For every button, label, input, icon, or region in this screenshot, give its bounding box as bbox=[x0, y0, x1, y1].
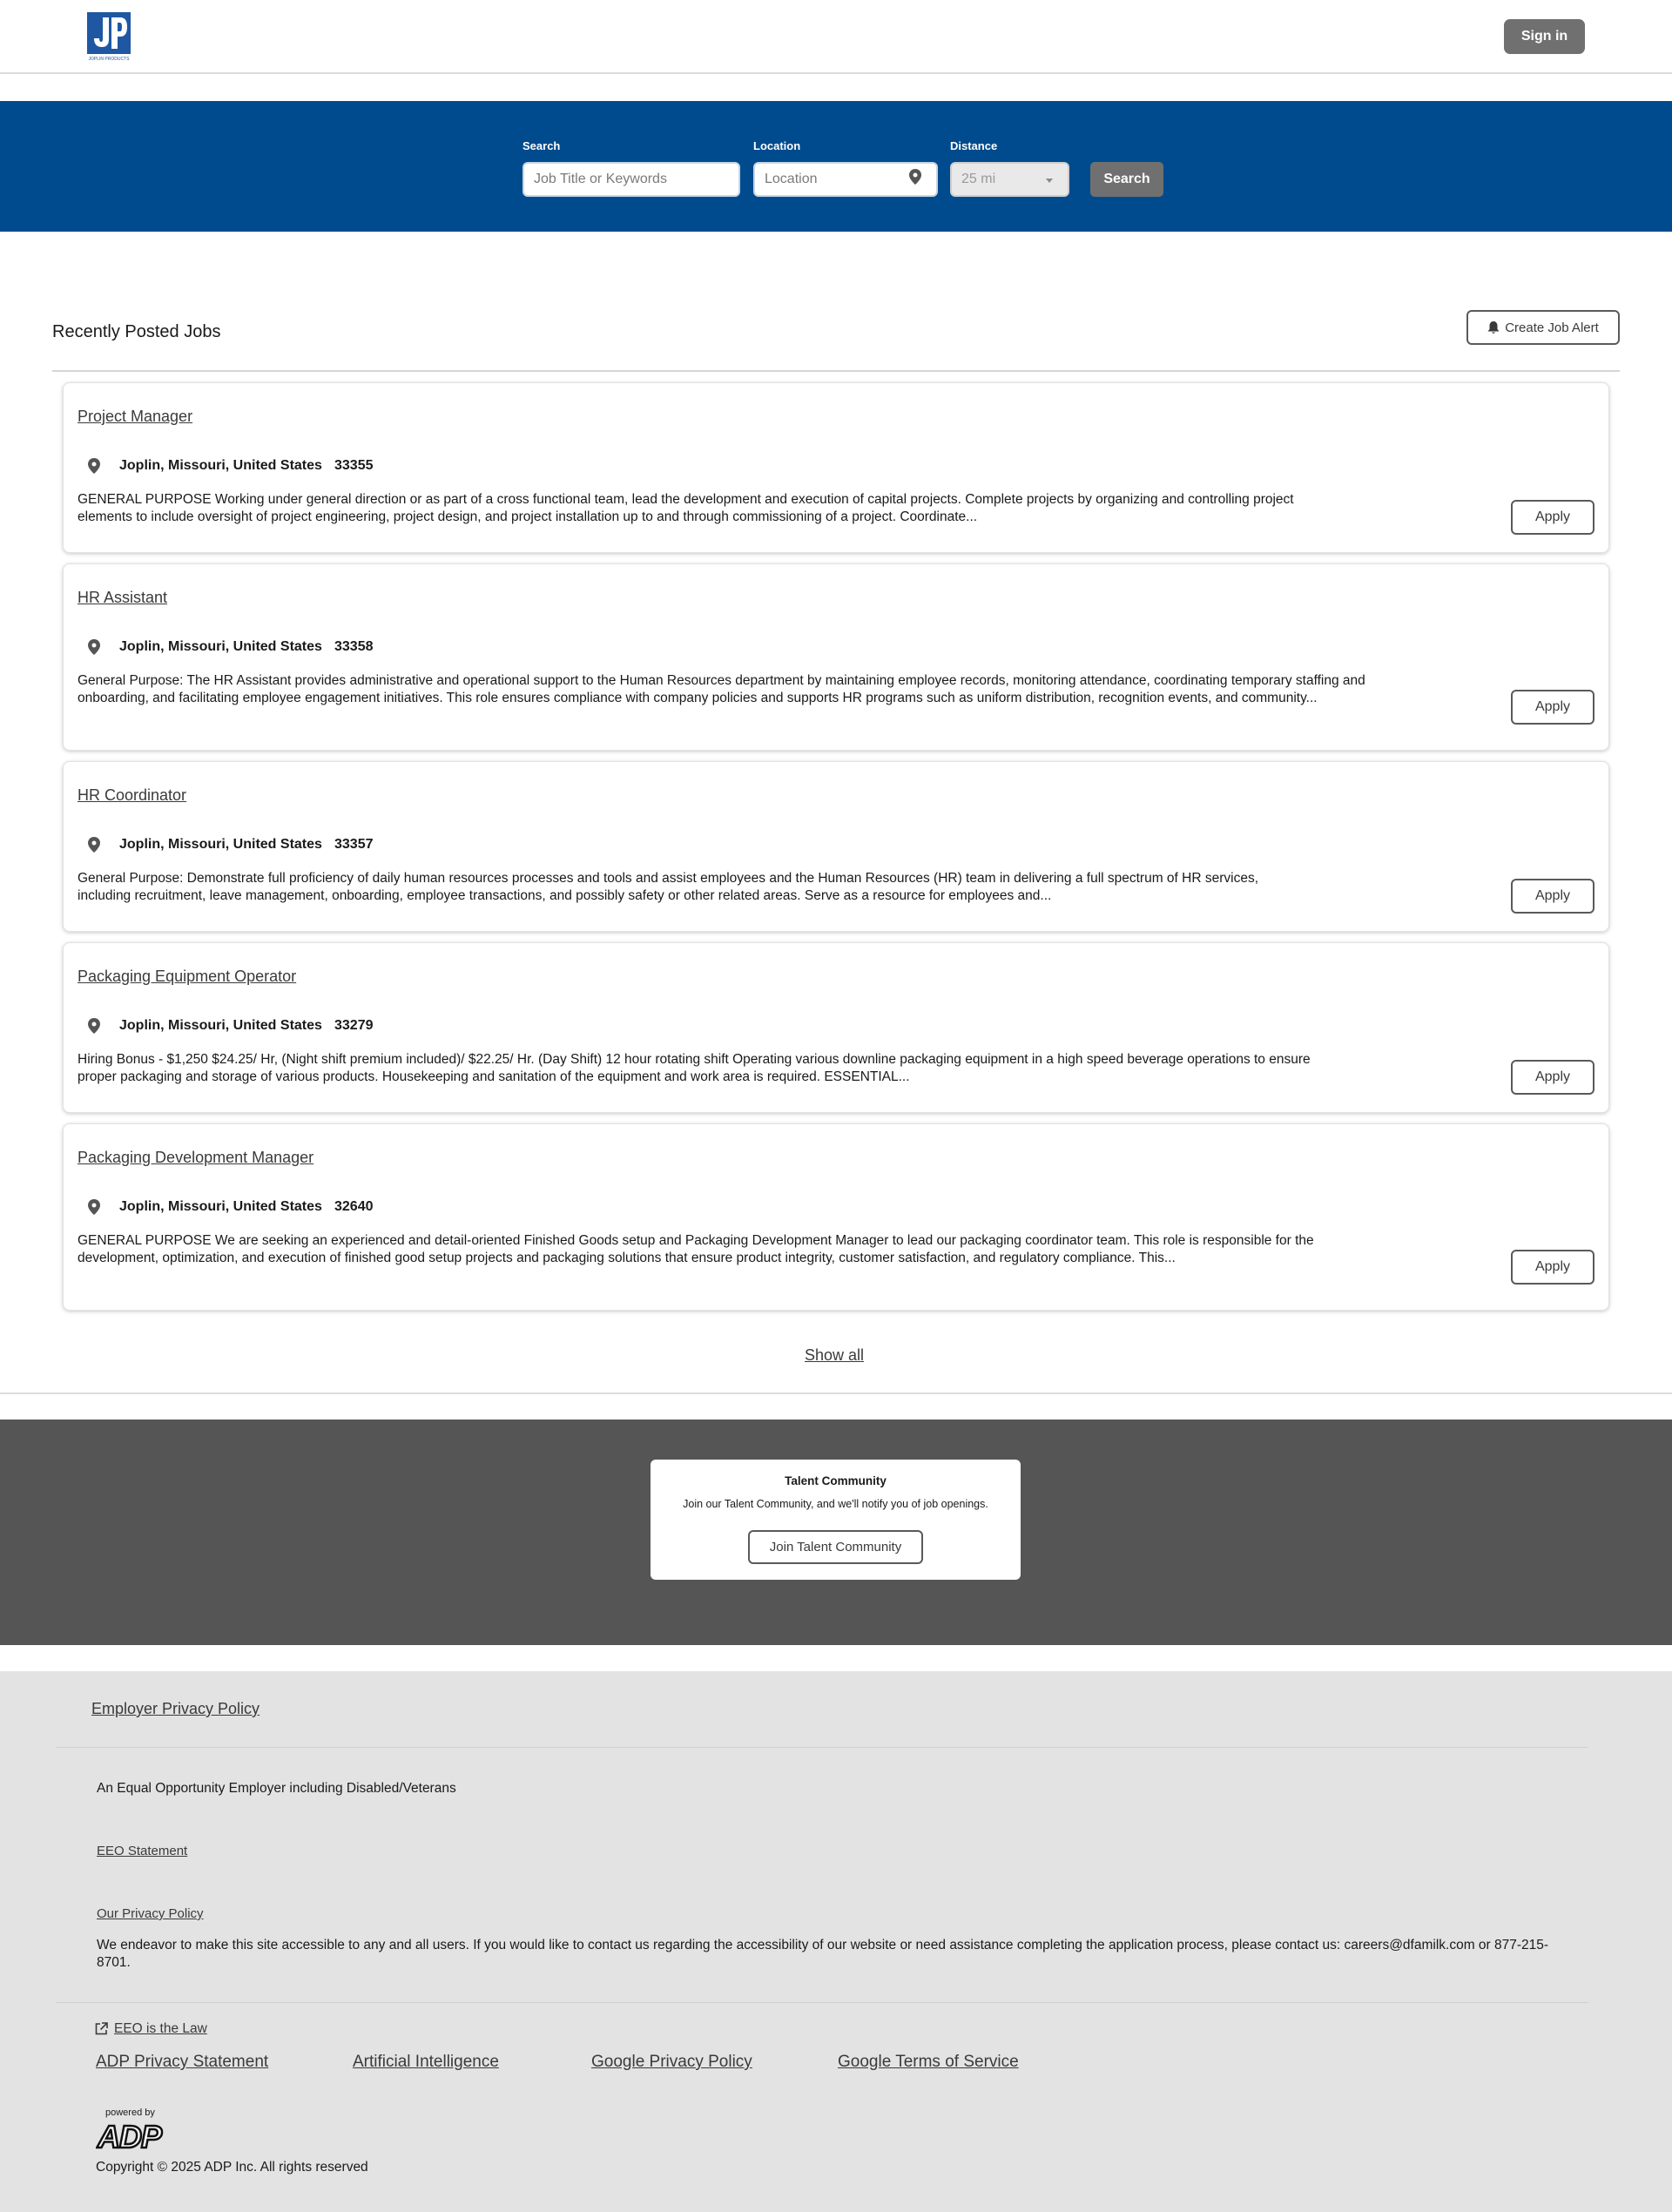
joplin-products-logo-icon bbox=[85, 12, 134, 61]
location-pin-icon bbox=[88, 837, 100, 853]
location-label: Location bbox=[753, 139, 801, 152]
sign-in-button[interactable]: Sign in bbox=[1504, 19, 1585, 54]
job-location: Joplin, Missouri, United States bbox=[119, 458, 322, 473]
job-card bbox=[63, 942, 1609, 1113]
search-label: Search bbox=[522, 139, 561, 152]
chevron-down-icon bbox=[1046, 179, 1053, 183]
eeo-statement-link[interactable]: EEO Statement bbox=[97, 1844, 188, 1858]
apply-button[interactable]: Apply bbox=[1511, 500, 1594, 535]
artificial-intelligence-link[interactable]: Artificial Intelligence bbox=[353, 2053, 499, 2071]
distance-select[interactable]: 25 mi bbox=[950, 162, 1069, 197]
job-title-link[interactable]: Packaging Development Manager bbox=[78, 1149, 314, 1166]
eeo-text: An Equal Opportunity Employer including Disabled/Veterans bbox=[97, 1781, 456, 1796]
search-input[interactable]: Job Title or Keywords bbox=[522, 162, 740, 197]
apply-button[interactable]: Apply bbox=[1511, 1250, 1594, 1285]
location-pin-icon bbox=[88, 639, 100, 655]
privacy-policy-link[interactable]: Our Privacy Policy bbox=[97, 1906, 204, 1921]
job-card bbox=[63, 382, 1609, 553]
job-card bbox=[63, 761, 1609, 932]
google-privacy-link[interactable]: Google Privacy Policy bbox=[591, 2053, 752, 2071]
powered-by-text: powered by bbox=[105, 2107, 155, 2118]
top-header bbox=[0, 0, 1672, 74]
talent-community-text: Join our Talent Community, and we'll notify you of job openings. bbox=[683, 1498, 988, 1510]
search-button[interactable]: Search bbox=[1090, 162, 1163, 197]
job-description: GENERAL PURPOSE We are seeking an experienced and detail-oriented Finished Goods setup and Packaging Development Manager to lead our packaging coordinator team. This role is responsible for the development, optimization, and execution of finished good setup projects and packaging solutions that ensure product integrity, customer satisfaction, and regulatory compliance. This... bbox=[78, 1233, 1314, 1265]
job-title-link[interactable]: Project Manager bbox=[78, 408, 193, 425]
adp-logo-icon bbox=[96, 2118, 165, 2153]
job-title-link[interactable]: Packaging Equipment Operator bbox=[78, 968, 297, 985]
divider bbox=[56, 1747, 1588, 1748]
eeo-is-the-law-link[interactable]: EEO is the Law bbox=[114, 2021, 207, 2036]
location-pin-icon bbox=[88, 1018, 100, 1034]
create-job-alert-button[interactable] bbox=[1466, 310, 1620, 345]
apply-button[interactable]: Apply bbox=[1511, 690, 1594, 725]
distance-label: Distance bbox=[950, 139, 998, 152]
show-all-link[interactable]: Show all bbox=[805, 1346, 865, 1364]
job-card bbox=[63, 563, 1609, 751]
job-id: 33358 bbox=[334, 639, 374, 654]
divider bbox=[52, 370, 1620, 372]
job-title-link[interactable]: HR Coordinator bbox=[78, 786, 187, 804]
google-tos-link[interactable]: Google Terms of Service bbox=[838, 2053, 1019, 2071]
location-pin-icon[interactable] bbox=[909, 169, 921, 185]
section-title: Recently Posted Jobs bbox=[52, 322, 221, 341]
job-location: Joplin, Missouri, United States bbox=[119, 837, 322, 852]
job-description: Hiring Bonus - $1,250 $24.25/ Hr, (Night shift premium included)/ $22.25/ Hr. (Day Shift) 12 hour rotating shift Operating various downline packaging equipment in a high speed beverage operations to ensure proper packaging and storage of various products. Housekeeping and sanitation of the equipment and work area is required. ESSENTIAL... bbox=[78, 1052, 1311, 1084]
job-description: General Purpose: Demonstrate full proficiency of daily human resources processes and tools and assist employees and the Human Resources (HR) team in delivering a full spectrum of HR services, including recruitment, leave management, onboarding, employee transactions, and possibly safety or other related areas. Serve as a resource for employees and... bbox=[78, 871, 1259, 903]
job-description: GENERAL PURPOSE Working under general direction or as part of a cross functional team, lead the development and execution of capital projects. Complete projects by organizing and controlling project elements to include oversight of project engineering, project design, and project installation up to and through commissioning of a project. Coordinate... bbox=[78, 492, 1294, 524]
job-id: 33357 bbox=[334, 837, 374, 852]
external-link-icon bbox=[95, 2022, 108, 2035]
talent-community-card bbox=[651, 1460, 1021, 1580]
logo-text: JOPLIN PRODUCTS bbox=[88, 57, 130, 61]
job-id: 33355 bbox=[334, 458, 374, 473]
job-location: Joplin, Missouri, United States bbox=[119, 1018, 322, 1033]
bell-icon bbox=[1487, 321, 1500, 334]
job-id: 33279 bbox=[334, 1018, 374, 1033]
apply-button[interactable]: Apply bbox=[1511, 1060, 1594, 1095]
location-pin-icon bbox=[88, 458, 100, 474]
copyright-text: Copyright © 2025 ADP Inc. All rights reserved bbox=[96, 2160, 368, 2175]
job-id: 32640 bbox=[334, 1199, 374, 1214]
join-talent-community-button[interactable]: Join Talent Community bbox=[748, 1530, 923, 1564]
job-title-link[interactable]: HR Assistant bbox=[78, 589, 168, 606]
job-location: Joplin, Missouri, United States bbox=[119, 639, 322, 654]
apply-button[interactable]: Apply bbox=[1511, 879, 1594, 914]
divider bbox=[56, 2002, 1588, 2003]
divider bbox=[0, 1393, 1672, 1394]
location-input[interactable]: Location bbox=[753, 162, 938, 197]
company-logo[interactable] bbox=[85, 12, 134, 61]
location-pin-icon bbox=[88, 1199, 100, 1215]
adp-logo-text: ADP bbox=[98, 2119, 162, 2153]
talent-community-title: Talent Community bbox=[785, 1474, 887, 1487]
employer-privacy-link[interactable]: Employer Privacy Policy bbox=[91, 1700, 260, 1717]
job-card bbox=[63, 1123, 1609, 1311]
job-description: General Purpose: The HR Assistant provides administrative and operational support to the Human Resources department by maintaining employee records, monitoring attendance, coordinating temporary staffing and onboarding, and facilitating employee engagement initiatives. This role ensures compliance with company policies and supports HR programs such as uniform distribution, recognition events, and community... bbox=[78, 673, 1365, 705]
adp-privacy-link[interactable]: ADP Privacy Statement bbox=[96, 2053, 269, 2071]
accessibility-statement: We endeavor to make this site accessible to any and all users. If you would like to contact us regarding the accessibility of our website or need assistance completing the application process, please contact us: careers@dfamilk.com or 877-215-8701. bbox=[97, 1938, 1549, 1970]
job-location: Joplin, Missouri, United States bbox=[119, 1199, 322, 1214]
create-job-alert-label: Create Job Alert bbox=[1505, 320, 1599, 335]
